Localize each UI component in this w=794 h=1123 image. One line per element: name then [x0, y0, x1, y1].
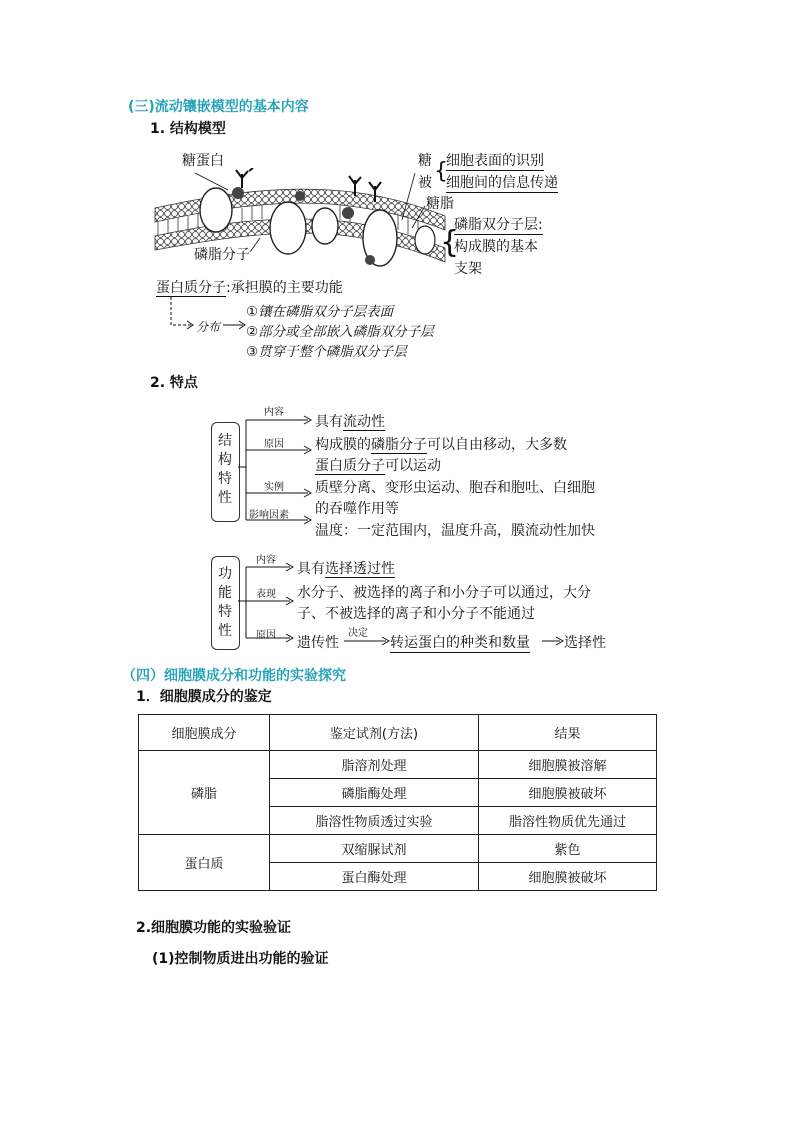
- brace-glycocalyx: {: [434, 159, 448, 184]
- header-reagent: 鉴定试剂(方法): [270, 715, 479, 751]
- protein-line: [156, 277, 343, 297]
- structural-reason-pre: 构成膜的: [315, 437, 371, 453]
- reagent-cell: 磷脂酶处理: [270, 779, 479, 807]
- structural-group-label: 结构特性: [218, 433, 232, 506]
- functional-transport: 转运蛋白的种类和数量: [390, 632, 530, 653]
- glycocalyx-fn-1: 细胞表面的识别: [446, 150, 544, 171]
- features-title: 2. 特点: [150, 375, 198, 391]
- structural-reason-post: 可以自由移动，大多数: [427, 437, 567, 453]
- structural-reason-line1: [315, 434, 567, 454]
- tag-structural-content: 内容: [264, 407, 284, 418]
- label-sugar-char1: 糖: [418, 153, 432, 169]
- bilayer-line-3: 支架: [454, 261, 482, 277]
- transport-control-title: (1)控制物质进出功能的验证: [152, 951, 329, 967]
- label-sugar-char2: 被: [418, 175, 432, 191]
- membrane-components-title: 1．细胞膜成分的鉴定: [136, 689, 272, 705]
- result-cell: 紫色: [479, 835, 657, 863]
- functional-content-key: 选择透过性: [325, 561, 395, 577]
- distribution-1: ①镶在磷脂双分子层表面: [246, 304, 394, 320]
- distribution-2: ②部分或全部嵌入磷脂双分子层: [246, 324, 434, 340]
- structural-reason-key1: 磷脂分子: [371, 437, 427, 453]
- component-phospholipid: 磷脂: [139, 751, 270, 835]
- result-cell: 细胞膜被破坏: [479, 779, 657, 807]
- decide-arrow: [344, 636, 390, 646]
- structural-reason-key2: 蛋白质分子: [315, 458, 385, 474]
- selectivity-arrow: [542, 636, 564, 646]
- header-component: 细胞膜成分: [139, 715, 270, 751]
- label-decide: 决定: [348, 628, 368, 639]
- tag-functional-reason: 原因: [256, 630, 276, 641]
- brace-bilayer: {: [440, 225, 460, 260]
- label-phospholipid: 磷脂分子: [194, 247, 250, 263]
- tag-functional-manifest: 表现: [256, 589, 276, 600]
- protein-function: :承担膜的主要功能: [226, 280, 343, 296]
- tag-structural-factor: 影响因素: [249, 510, 289, 521]
- result-cell: 细胞膜被溶解: [479, 751, 657, 779]
- structural-example-line2: 的吞噬作用等: [315, 501, 399, 517]
- functional-content-pre: 具有: [297, 561, 325, 577]
- table-row: [139, 751, 657, 779]
- distribution-3: ③贯穿于整个磷脂双分子层: [246, 344, 407, 360]
- section-title-3: (三)流动镶嵌模型的基本内容: [128, 99, 309, 115]
- component-protein: 蛋白质: [139, 835, 270, 891]
- structure-model-title: 1. 结构模型: [150, 121, 226, 137]
- fluid-mosaic-diagram: [150, 168, 450, 283]
- table-row: [139, 835, 657, 863]
- table-header-row: [139, 715, 657, 751]
- functional-group-label: 功能特性: [218, 566, 232, 639]
- label-glycolipid: 糖脂: [426, 196, 454, 212]
- structural-content-key: 流动性: [343, 414, 385, 430]
- structural-reason-line2: [315, 455, 441, 475]
- reagent-cell: 双缩脲试剂: [270, 835, 479, 863]
- membrane-components-table: [138, 714, 657, 891]
- tag-functional-content: 内容: [256, 555, 276, 566]
- functional-manifest-line2: 子、不被选择的离子和小分子不能通过: [297, 606, 535, 622]
- structural-example-line1: 质壁分离、变形虫运动、胞吞和胞吐、白细胞: [315, 480, 595, 496]
- tag-structural-reason: 原因: [264, 439, 284, 450]
- result-cell: 脂溶性物质优先通过: [479, 807, 657, 835]
- functional-manifest-line1: 水分子、被选择的离子和小分子可以通过，大分: [297, 585, 591, 601]
- label-glycoprotein: 糖蛋白: [182, 153, 224, 169]
- bilayer-line-1: 磷脂双分子层:: [454, 214, 543, 235]
- reagent-cell: 蛋白酶处理: [270, 863, 479, 891]
- glycocalyx-fn-2: 细胞间的信息传递: [446, 172, 558, 193]
- functional-content: [297, 558, 395, 578]
- label-protein: 蛋白质分子: [156, 280, 226, 296]
- structural-reason-post2: 可以运动: [385, 458, 441, 474]
- result-cell: 细胞膜被破坏: [479, 863, 657, 891]
- functional-selectivity: 选择性: [564, 635, 606, 651]
- tag-structural-example: 实例: [264, 482, 284, 493]
- membrane-function-title: 2.细胞膜功能的实验验证: [136, 920, 292, 936]
- structural-content-pre: 具有: [315, 414, 343, 430]
- structural-factor-text: 温度：一定范围内，温度升高，膜流动性加快: [315, 523, 595, 539]
- structural-content: [315, 411, 385, 431]
- functional-heredity: 遗传性: [297, 635, 339, 651]
- bilayer-line-2: 构成膜的基本: [454, 239, 538, 255]
- reagent-cell: 脂溶剂处理: [270, 751, 479, 779]
- section-title-4: （四）细胞膜成分和功能的实验探究: [122, 668, 346, 684]
- reagent-cell: 脂溶性物质透过实验: [270, 807, 479, 835]
- label-distribution: 分布: [196, 320, 221, 334]
- header-result: 结果: [479, 715, 657, 751]
